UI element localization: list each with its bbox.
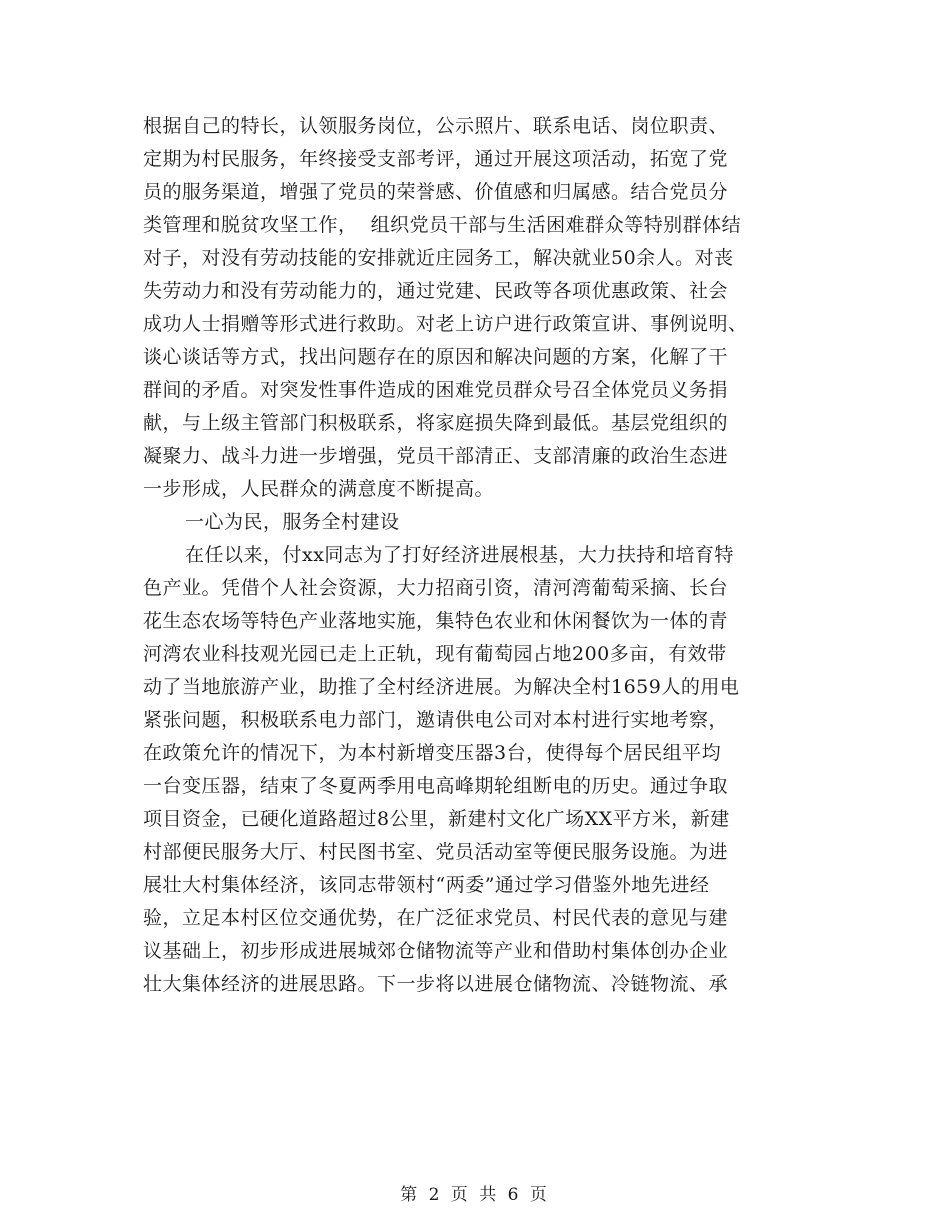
page-number-footer: 第 2 页 共 6 页 <box>400 1185 550 1205</box>
text-line: 类管理和脱贫攻坚工作， 组织党员干部与生活困难群众等特别群体结 <box>143 214 742 236</box>
text-line: 谈心谈话等方式，找出问题存在的原因和解决问题的方案，化解了干 <box>143 346 729 368</box>
text-line: 一步形成，人民群众的满意度不断提高。 <box>143 478 495 500</box>
text-line: 在政策允许的情况下，为本村新增变压器3台，使得每个居民组平均 <box>143 742 722 764</box>
text-line: 根据自己的特长，认领服务岗位，公示照片、联系电话、岗位职责、 <box>143 115 729 137</box>
paragraph-1 <box>143 110 813 506</box>
text-line: 对子，对没有劳动技能的安排就近庄园务工，解决就业50余人。对丧 <box>143 247 734 269</box>
text-line: 壮大集体经济的进展思路。下一步将以进展仓储物流、冷链物流、承 <box>143 973 729 995</box>
text-line: 献，与上级主管部门积极联系，将家庭损失降到最低。基层党组织的 <box>143 412 729 434</box>
text-line: 项目资金，已硬化道路超过8公里，新建村文化广场XX平方米，新建 <box>143 808 730 830</box>
text-line: 群间的矛盾。对突发性事件造成的困难党员群众号召全体党员义务捐 <box>143 379 729 401</box>
text-line: 成功人士捐赠等形式进行救助。对老上访户进行政策宣讲、事例说明、 <box>143 313 748 335</box>
text-line: 一台变压器，结束了冬夏两季用电高峰期轮组断电的历史。通过争取 <box>143 775 729 797</box>
text-line: 河湾农业科技观光园已走上正轨，现有葡萄园占地200多亩，有效带 <box>143 643 727 665</box>
text-line: 色产业。凭借个人社会资源，大力招商引资，清河湾葡萄采摘、长台 <box>143 577 729 599</box>
text-line: 定期为村民服务，年终接受支部考评，通过开展这项活动，拓宽了党 <box>143 148 729 170</box>
document-body <box>143 110 813 1001</box>
text-line: 凝聚力、战斗力进一步增强，党员干部清正、支部清廉的政治生态进 <box>143 445 729 467</box>
text-line: 失劳动力和没有劳动能力的，通过党建、民政等各项优惠政策、社会 <box>143 280 729 302</box>
text-line: 村部便民服务大厅、村民图书室、党员活动室等便民服务设施。为进 <box>143 841 729 863</box>
text-line: 展壮大村集体经济，该同志带领村“两委”通过学习借鉴外地先进经 <box>143 874 710 896</box>
section-heading: 一心为民，服务全村建设 <box>185 511 400 533</box>
text-line: 紧张问题，积极联系电力部门，邀请供电公司对本村进行实地考察， <box>143 709 729 731</box>
text-line: 员的服务渠道，增强了党员的荣誉感、价值感和归属感。结合党员分 <box>143 181 729 203</box>
text-line: 验，立足本村区位交通优势，在广泛征求党员、村民代表的意见与建 <box>143 907 729 929</box>
text-line: 在任以来，付xx同志为了打好经济进展根基，大力扶持和培育特 <box>185 544 734 566</box>
text-line: 动了当地旅游产业，助推了全村经济进展。为解决全村1659人的用电 <box>143 676 740 698</box>
text-line: 花生态农场等特色产业落地实施，集特色农业和休闲餐饮为一体的青 <box>143 610 729 632</box>
text-line: 议基础上，初步形成进展城郊仓储物流等产业和借助村集体创办企业 <box>143 940 729 962</box>
paragraph-2 <box>143 539 813 1001</box>
